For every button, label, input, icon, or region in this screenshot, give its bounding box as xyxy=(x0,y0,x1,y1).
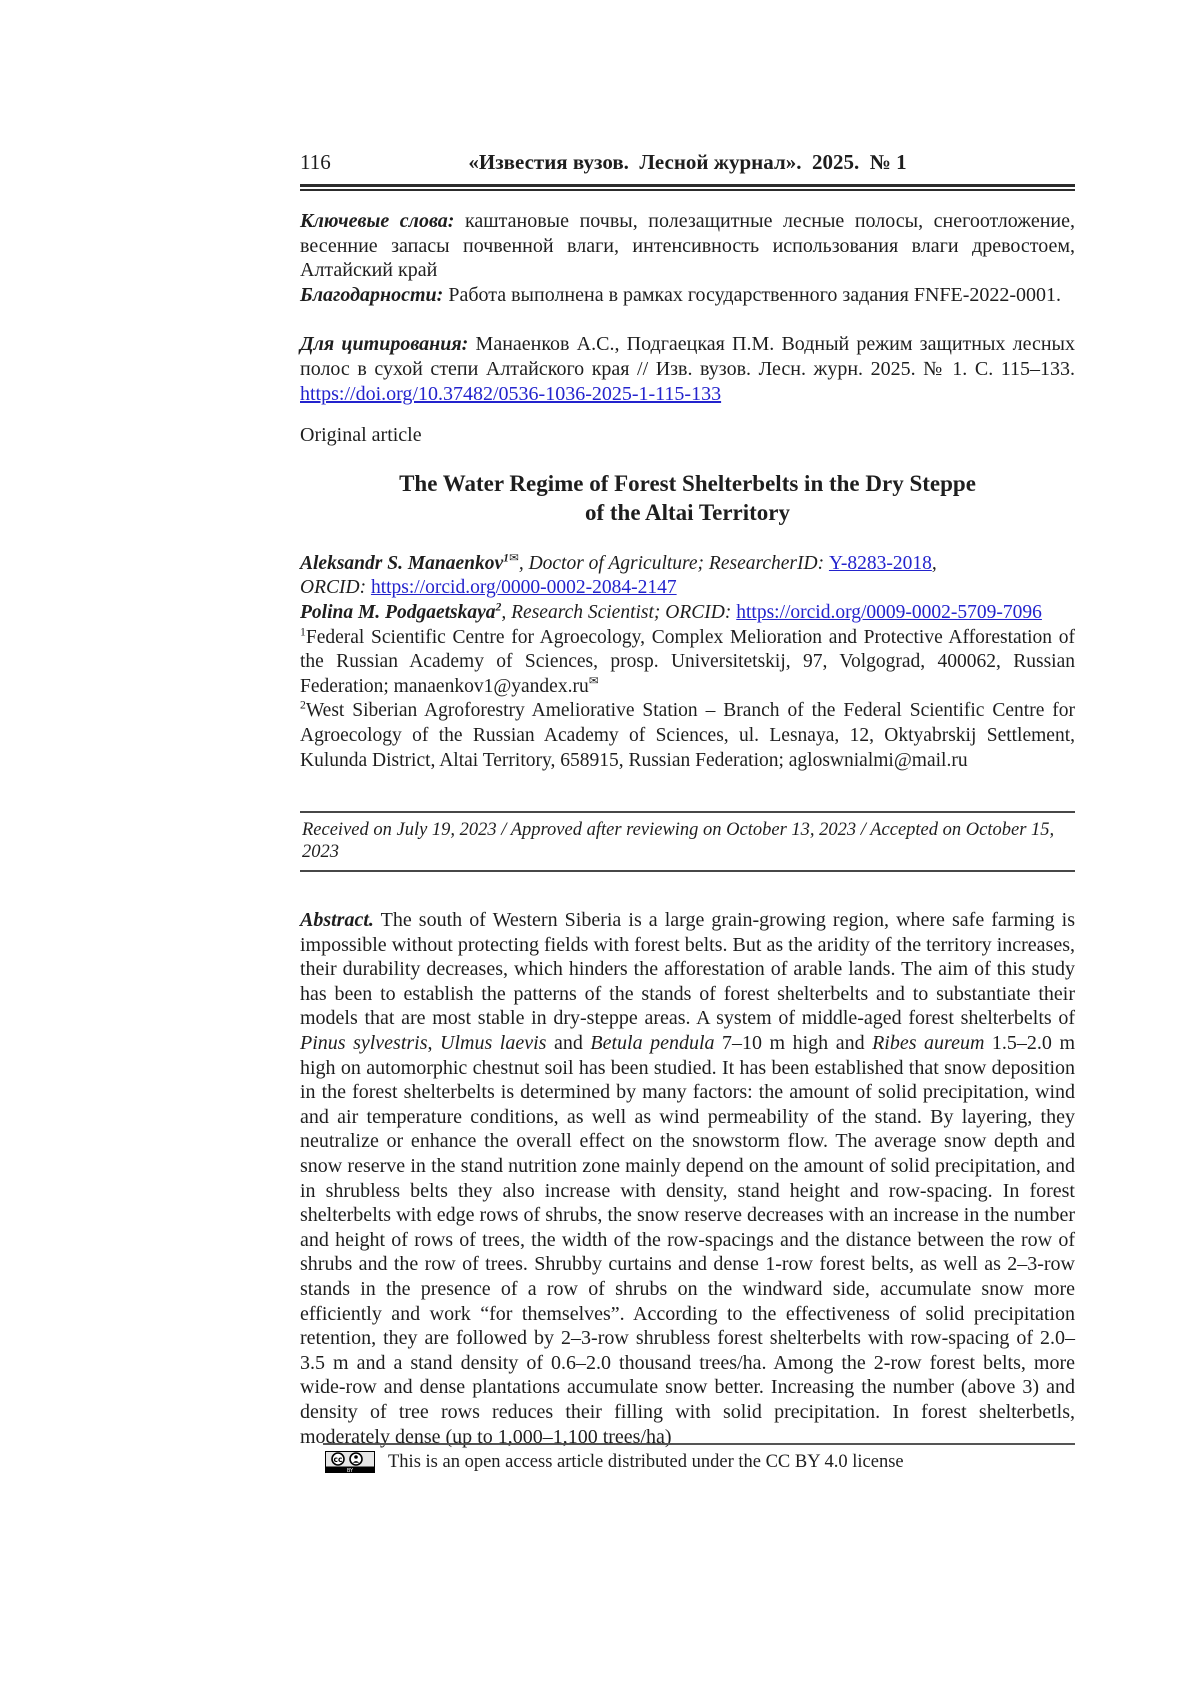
author-1-name: Aleksandr S. Manaenkov xyxy=(300,552,504,574)
author-1-after-rid: , xyxy=(931,552,937,574)
dates-block xyxy=(300,811,1075,872)
keywords-paragraph xyxy=(300,209,1075,283)
citation-label: Для цитирования: xyxy=(300,333,469,356)
species-name-3: Betula pendula xyxy=(590,1032,715,1055)
svg-text:BY: BY xyxy=(346,1468,354,1474)
abstract-sep-2: and xyxy=(546,1032,591,1055)
author-1-researcherid-link[interactable]: Y-8283-2018 xyxy=(828,552,932,574)
species-name-1: Pinus sylvestris xyxy=(300,1032,428,1055)
doi-link[interactable]: https://doi.org/10.37482/0536-1036-2025-1-115-133 xyxy=(300,382,722,405)
keywords-label: Ключевые слова: xyxy=(300,210,455,232)
abstract-paragraph xyxy=(300,908,1075,1449)
footer-rule xyxy=(323,1443,1075,1445)
article-title-line1: The Water Regime of Forest Shelterbelts in the Dry Steppe xyxy=(399,470,976,496)
keywords-text: каштановые почвы, полезащитные лесные полосы, снегоотложение, весенние запасы почвенной влаги, интенсивность использования влаги древостоем, Алтайский край xyxy=(300,210,1076,282)
affiliation-2 xyxy=(300,699,1075,773)
abstract-sep-1: , xyxy=(427,1032,441,1055)
page-number: 116 xyxy=(300,150,331,174)
acknowledgements-text: Работа выполнена в рамках государственного задания FNFE-2022-0001. xyxy=(443,283,1062,306)
affiliation-1-superscript: 1 xyxy=(300,625,306,639)
page-content xyxy=(300,150,1075,1449)
header-rule xyxy=(300,184,1075,191)
footer xyxy=(300,1443,1075,1475)
cc-by-badge-icon[interactable] xyxy=(325,1451,375,1473)
species-name-4: Ribes aureum xyxy=(872,1032,985,1055)
abstract-label: Abstract. xyxy=(300,909,374,932)
affiliation-2-superscript: 2 xyxy=(300,698,306,712)
running-head xyxy=(300,150,1075,177)
author-1-role: , Doctor of Agriculture; ResearcherID: xyxy=(518,552,829,574)
affiliation-1 xyxy=(300,626,1075,700)
author-2-orcid-link[interactable]: https://orcid.org/0009-0002-5709-7096 xyxy=(736,601,1042,623)
article-title-line2: of the Altai Territory xyxy=(584,499,791,525)
abstract-sep-3: 7–10 m high and xyxy=(714,1032,873,1055)
svg-text:cc: cc xyxy=(333,1455,343,1465)
affiliation-2-text: West Siberian Agroforestry Ameliorative Station – Branch of the Federal Scientific Centre for Agroecology of the Russian Academy of Sciences, ul. Lesnaya, 12, Oktyabrskij Settlement, Kulunda District, Altai Territory, 658915, Russian Federation; agloswnialmi@mail.ru xyxy=(300,700,1075,771)
author-1-orcid-link[interactable]: https://orcid.org/0000-0002-2084-2147 xyxy=(370,577,677,599)
author-1-superscript-mail-icon: 1✉ xyxy=(503,551,519,565)
author-1-orcid-label: ORCID: xyxy=(300,577,371,599)
footer-row xyxy=(300,1450,1075,1475)
affiliation-1-text: Federal Scientific Centre for Agroecology, Complex Melioration and Protective Afforestation of the Russian Academy of Sciences, prosp. Universitetskij, 97, Volgograd, 400062, Russian Federation; manaenkov1@yandex.ru xyxy=(300,626,1075,697)
open-access-license-text: This is an open access article distributed under the CC BY 4.0 license xyxy=(388,1452,904,1472)
species-name-2: Ulmus laevis xyxy=(440,1032,547,1055)
authors-block xyxy=(300,552,1075,773)
author-2-line xyxy=(300,601,1075,626)
acknowledgements-label: Благодарности: xyxy=(300,283,444,306)
author-1-orcid-line xyxy=(300,576,1075,601)
journal-header-title: «Известия вузов. Лесной журнал». 2025. № 1 xyxy=(468,150,907,174)
author-1-line xyxy=(300,552,1075,577)
author-2-superscript: 2 xyxy=(495,600,502,614)
abstract-text-2: 1.5–2.0 m high on automorphic chestnut soil has been studied. It has been established that snow deposition in the forest shelterbelts is determined by many factors: the amount of solid precipitation, wind and air temperature conditions, as well as wind permeability of the stand. By layering, they neutralize or enhance the overall effect on the snowstorm flow. The average snow depth and snow reserve in the stand nutrition zone mainly depend on the amount of solid precipitation, and in shrubless belts they also increase with density, stand height and row-spacing. In forest shelterbelts with edge rows of shrubs, the snow reserve decreases with an increase in the number and height of rows of trees, the width of the row-spacings and the distance between the row of shrubs and the row of trees. Shrubby curtains and dense 1-row forest belts, as well as 2–3-row stands in the presence of a row of shrubs on the windward side, accumulate snow more efficiently and work “for themselves”. According to the effectiveness of solid precipitation retention, they are followed by 2–3-row shrubless forest shelterbelts with row-spacing of 2.0–3.5 m and a stand density of 0.6–2.0 thousand trees/ha. Among the 2-row forest belts, more wide-row and dense plantations accumulate snow better. Increasing the number (above 3) and density of tree rows reduces their filling with solid precipitation. In forest shelterbetls, moderately dense (up to 1,000–1,100 trees/ha) xyxy=(300,1032,1075,1448)
abstract-text-1: The south of Western Siberia is a large grain-growing region, where safe farming is impossible without protecting fields with forest belts. But as the aridity of the territory increases, their durability decreases, which hinders the afforestation of arable lands. The aim of this study has been to establish the patterns of the stands of forest shelterbelts and to substantiate their models that are most stable in dry-steppe areas. A system of middle-aged forest shelterbelts of xyxy=(300,909,1075,1030)
article-type-label: Original article xyxy=(300,424,422,447)
received-line: Received on July 19, 2023 / Approved after reviewing on October 13, 2023 / Accepted on October 15, 2023 xyxy=(302,820,1055,863)
acknowledgements-paragraph xyxy=(300,283,1075,308)
affiliation-1-mail-icon: ✉ xyxy=(588,674,599,688)
citation-paragraph xyxy=(300,332,1075,406)
author-2-name: Polina M. Podgaetskaya xyxy=(300,601,496,623)
article-title xyxy=(300,469,1075,527)
author-2-role: , Research Scientist; ORCID: xyxy=(501,601,737,623)
citation-text: Манаенков А.С., Подгаецкая П.М. Водный режим защитных лесных полос в сухой степи Алтайского края // Изв. вузов. Лесн. журн. 2025. № 1. С. 115–133. xyxy=(300,333,1075,380)
